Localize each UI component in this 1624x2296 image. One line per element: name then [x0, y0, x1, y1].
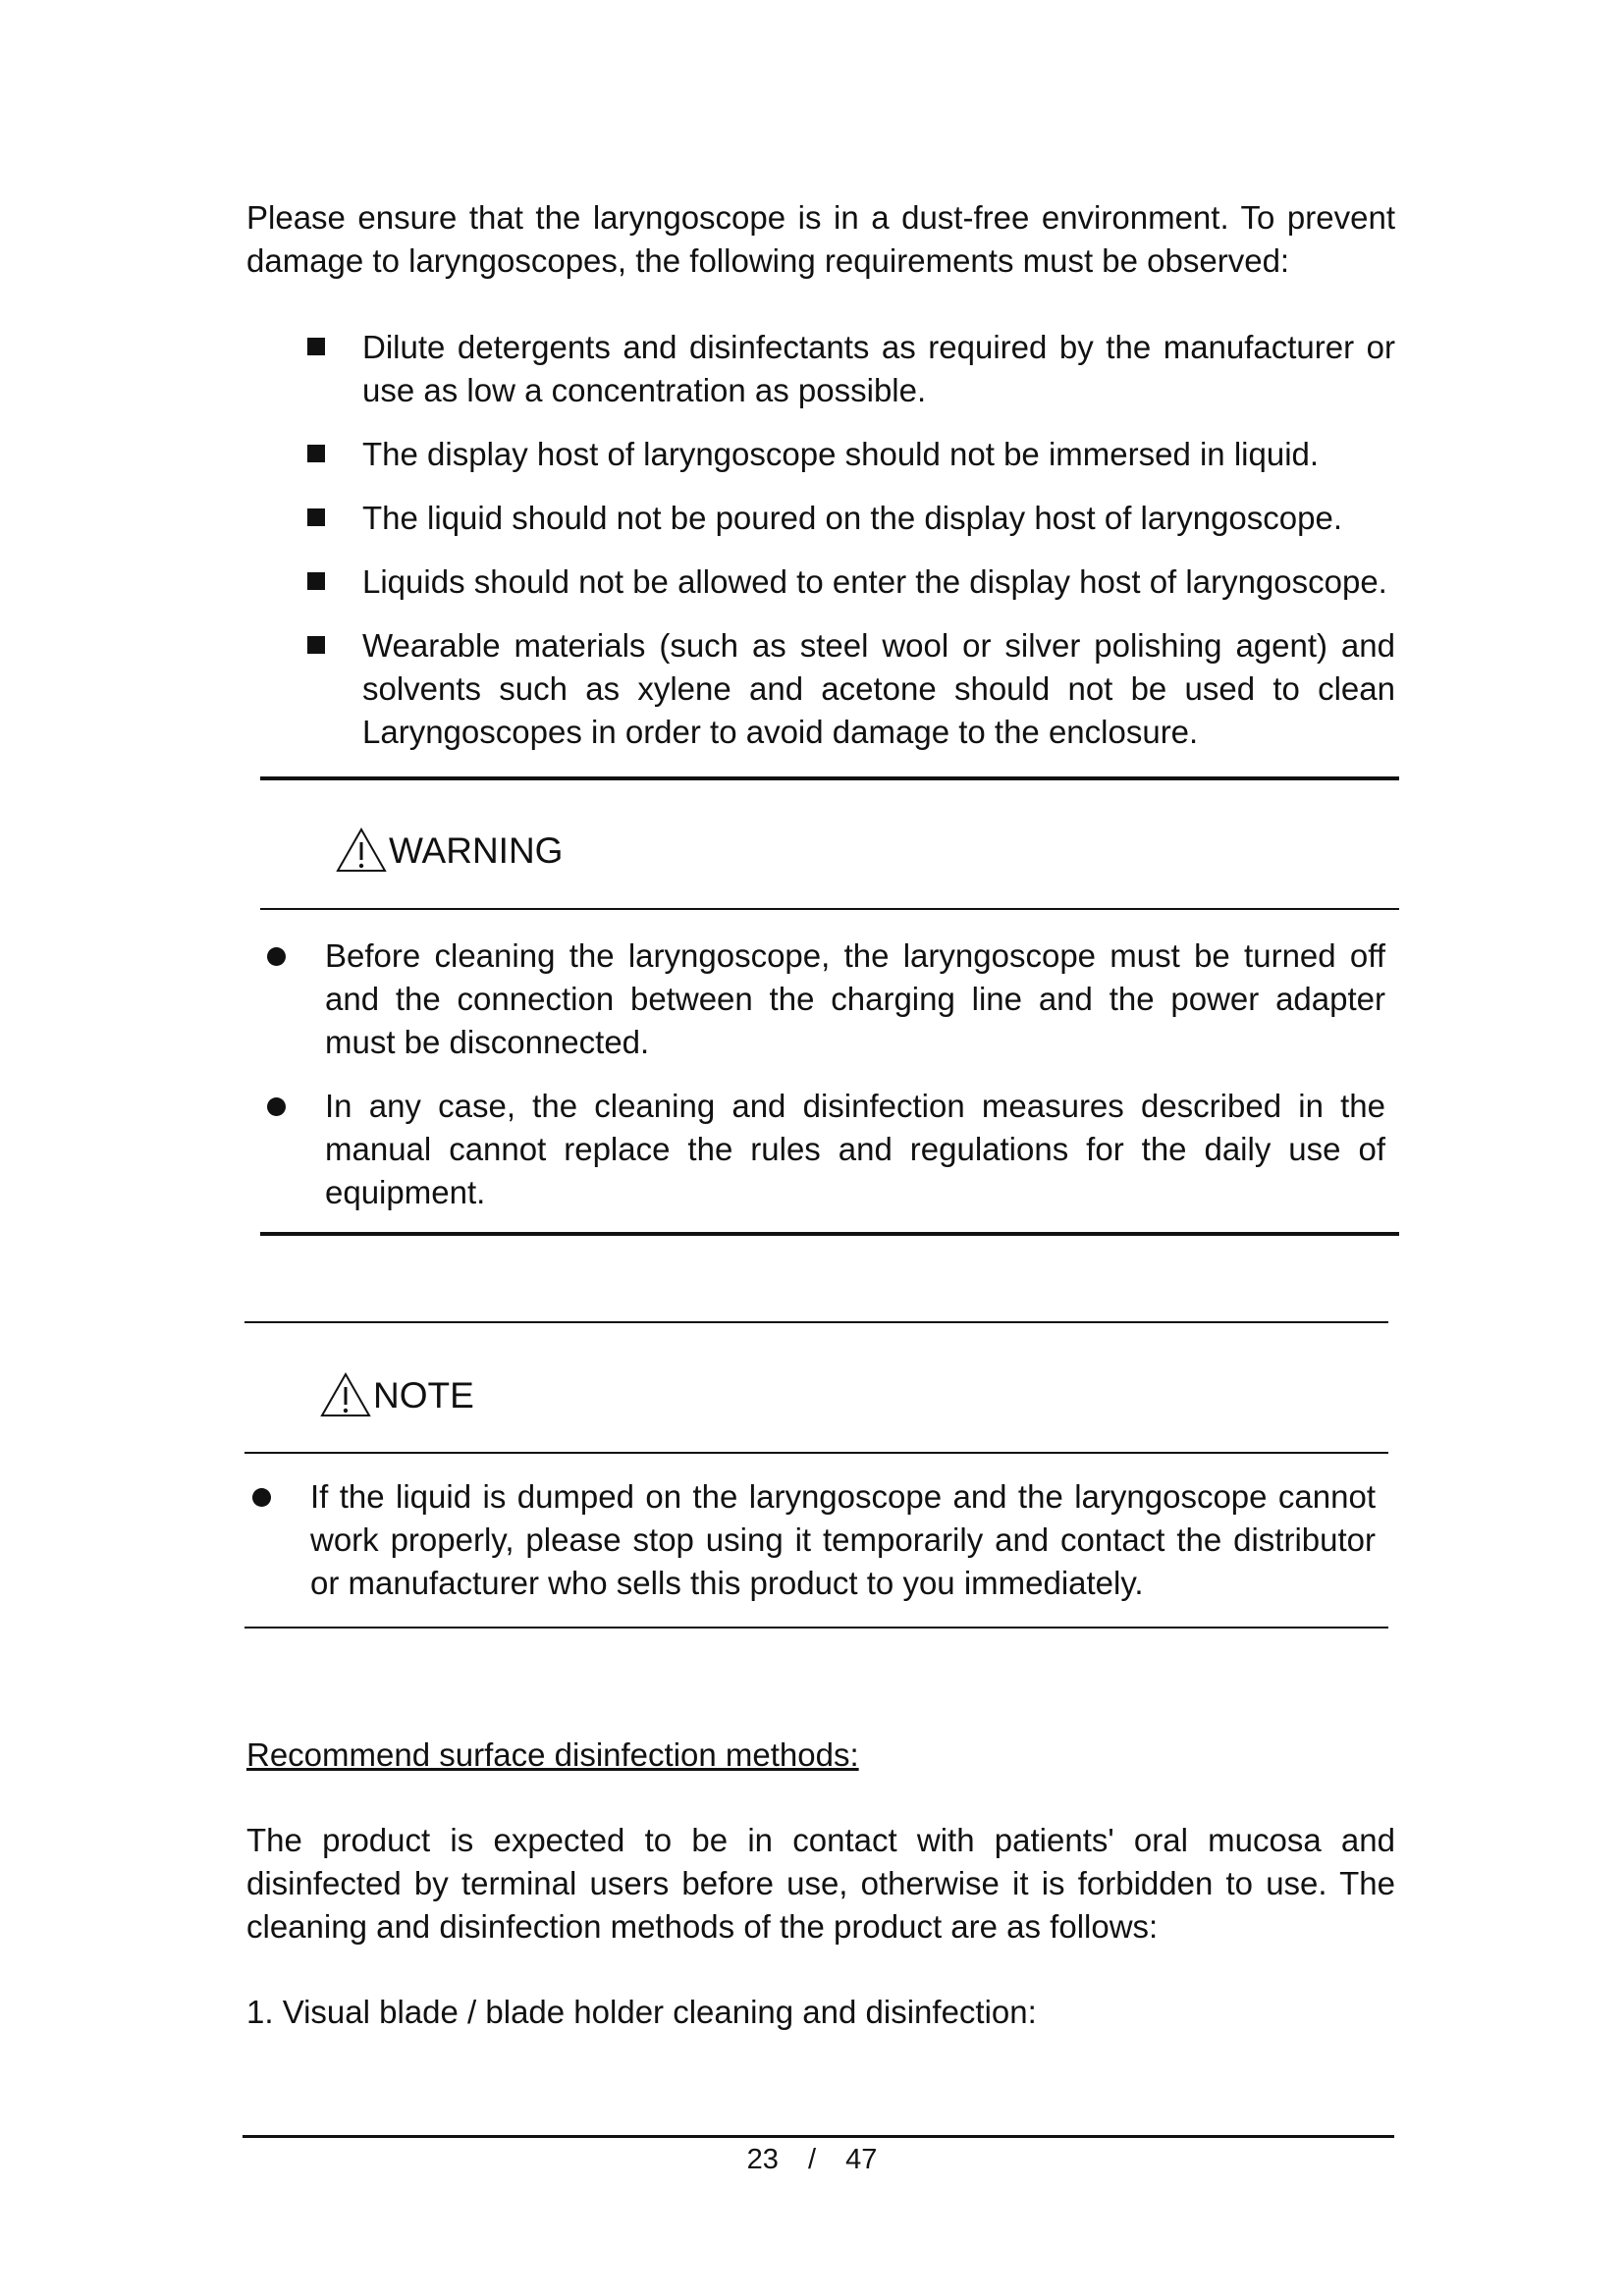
warning-triangle-icon — [320, 1372, 371, 1417]
list-item-text: Before cleaning the laryngoscope, the laryngoscope must be turned off and the connection between the charging line and the power adapter must be disconnected. — [325, 937, 1385, 1060]
current-page: 23 — [746, 2144, 779, 2175]
list-item-text: Liquids should not be allowed to enter the display host of laryngoscope. — [362, 563, 1387, 600]
square-bullet-icon — [307, 636, 325, 654]
list-item — [246, 433, 1395, 476]
page-separator: / — [807, 2144, 817, 2175]
list-item-text: In any case, the cleaning and disinfection measures described in the manual cannot replace the rules and regulations for the daily use of equipment. — [325, 1088, 1385, 1210]
list-item-text: The display host of laryngoscope should not be immersed in liquid. — [362, 436, 1320, 472]
square-bullet-icon — [307, 508, 325, 526]
warning-triangle-icon — [336, 828, 387, 873]
square-bullet-icon — [307, 338, 325, 355]
list-item — [246, 497, 1395, 540]
note-list — [246, 1475, 1376, 1626]
warning-divider — [260, 908, 1399, 910]
square-bullet-icon — [307, 572, 325, 590]
note-title — [320, 1372, 474, 1417]
list-item — [246, 326, 1395, 412]
requirements-list — [246, 326, 1395, 774]
list-item — [246, 624, 1395, 754]
round-bullet-icon — [267, 1097, 286, 1116]
note-divider — [244, 1452, 1388, 1454]
section-heading: Recommend surface disinfection methods: — [246, 1736, 859, 1773]
section-body: The product is expected to be in contact with patients' oral mucosa and disinfected by terminal users before use, otherwise it is forbidden to use. The cleaning and disinfection methods of the product are as follows: — [246, 1822, 1395, 1945]
warning-bottom-rule — [260, 1232, 1399, 1236]
page-number — [0, 2138, 1624, 2181]
intro-paragraph: Please ensure that the laryngoscope is in a dust-free environment. To prevent damage to laryngoscopes, the following requirements must be observed: — [246, 199, 1395, 279]
list-item-text: The liquid should not be poured on the display host of laryngoscope. — [362, 500, 1343, 536]
list-item-text: Dilute detergents and disinfectants as required by the manufacturer or use as low a concentration as possible. — [362, 329, 1395, 408]
warning-title — [336, 828, 563, 873]
step-1-heading: 1. Visual blade / blade holder cleaning and disinfection: — [246, 1994, 1037, 2030]
note-bottom-rule — [244, 1627, 1388, 1629]
list-item-text: Wearable materials (such as steel wool or silver polishing agent) and solvents such as xylene and acetone should not be used to clean Laryngoscopes in order to avoid damage to the enclosure. — [362, 627, 1395, 750]
warning-title-text: WARNING — [389, 830, 564, 871]
list-item — [261, 934, 1385, 1064]
list-item-text: If the liquid is dumped on the laryngoscope and the laryngoscope cannot work properly, please stop using it temporarily and contact the distributor or manufacturer who sells this product to you immediately. — [310, 1478, 1376, 1601]
square-bullet-icon — [307, 445, 325, 462]
total-pages: 47 — [845, 2144, 878, 2175]
warning-top-rule — [260, 776, 1399, 780]
note-title-text: NOTE — [373, 1375, 474, 1415]
list-item — [246, 561, 1395, 604]
list-item — [246, 1475, 1376, 1605]
round-bullet-icon — [267, 947, 286, 966]
warning-list — [261, 934, 1385, 1235]
note-top-rule — [244, 1321, 1388, 1323]
round-bullet-icon — [252, 1488, 271, 1507]
list-item — [261, 1085, 1385, 1214]
